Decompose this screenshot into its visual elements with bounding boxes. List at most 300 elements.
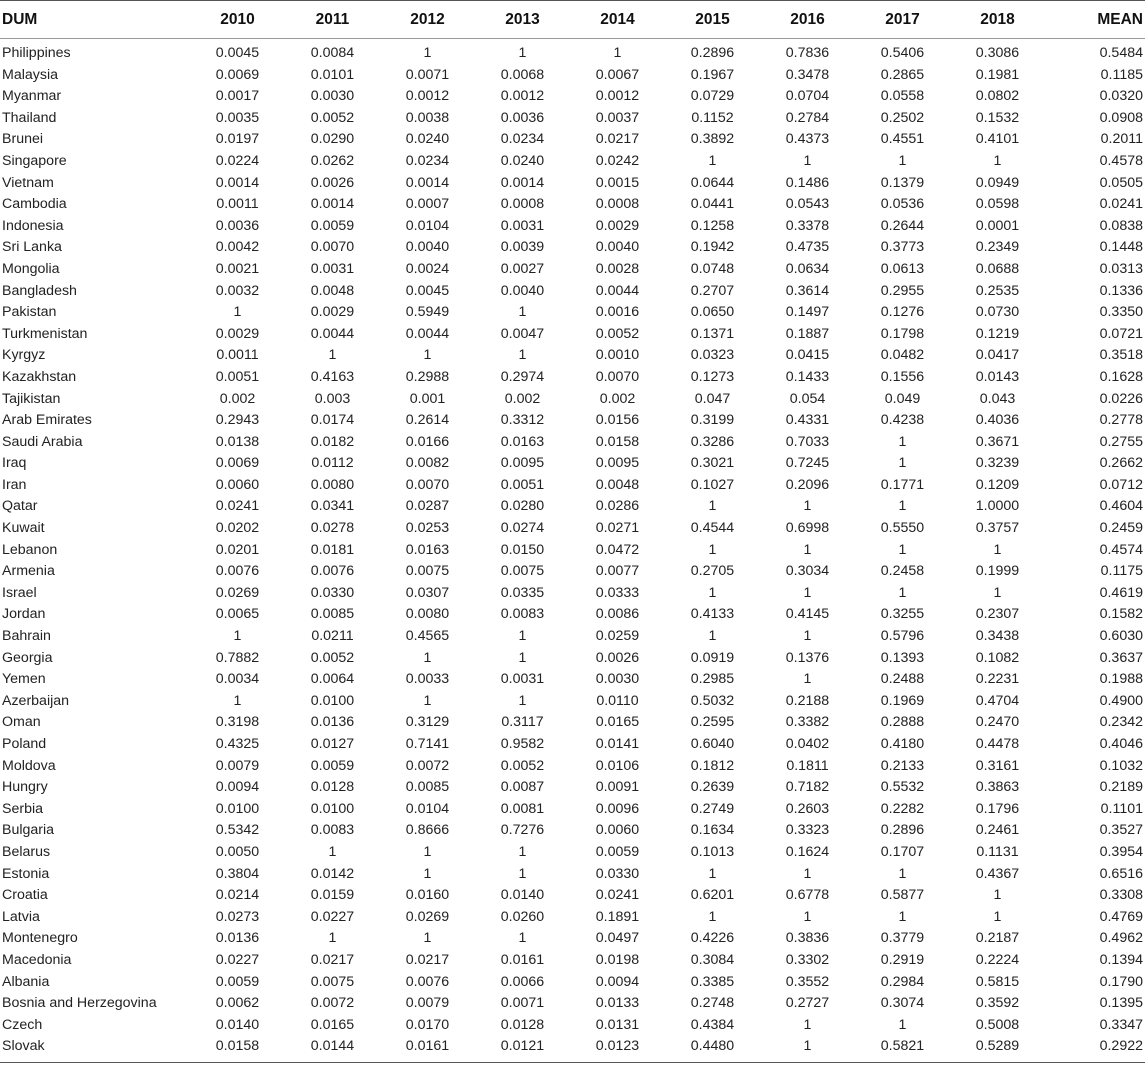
mean-cell: 0.2922 <box>1045 1036 1145 1062</box>
value-cell: 0.0024 <box>405 260 450 277</box>
value-cell: 0.0307 <box>405 584 450 601</box>
value-cell: 0.2896 <box>880 822 925 839</box>
value-cell: 0.0262 <box>310 152 355 169</box>
value-cell: 0.4735 <box>785 239 830 256</box>
value-cell: 1 <box>328 930 337 947</box>
value-cell: 0.0104 <box>405 217 450 234</box>
value-cell: 0.0070 <box>310 239 355 256</box>
country-cell: Arab Emirates <box>2 412 92 429</box>
value-cell: 1 <box>518 865 527 882</box>
value-cell: 0.5949 <box>405 304 450 321</box>
country-cell: Vietnam <box>2 174 54 191</box>
value-cell: 0.0051 <box>500 476 545 493</box>
country-cell: Slovak <box>0 1036 190 1062</box>
table-row <box>0 950 1145 972</box>
value-cell: 0.3302 <box>785 951 830 968</box>
value-cell: 0.7033 <box>785 433 830 450</box>
value-cell: 0.0066 <box>500 973 545 990</box>
value-cell: 0.0060 <box>215 476 260 493</box>
value-cell: 0.0240 <box>405 131 450 148</box>
country-cell: Bahrain <box>2 628 51 645</box>
table-row <box>0 39 1145 65</box>
value-cell: 0.0182 <box>310 433 355 450</box>
value-cell: 0.0217 <box>405 951 450 968</box>
value-cell: 0.0198 <box>595 951 640 968</box>
value-cell: 1 <box>518 843 527 860</box>
value-cell: 0.0161 <box>380 1036 475 1062</box>
value-cell: 0.0052 <box>595 325 640 342</box>
value-cell: 1 <box>233 692 242 709</box>
value-cell: 0.0110 <box>596 692 639 709</box>
value-cell: 0.0150 <box>500 541 545 558</box>
value-cell: 0.0040 <box>405 239 450 256</box>
value-cell: 0.3084 <box>690 951 735 968</box>
table-row <box>0 1036 1145 1062</box>
value-cell: 0.4180 <box>880 736 925 752</box>
value-cell: 0.0075 <box>500 563 545 580</box>
value-cell: 0.0242 <box>595 152 640 169</box>
country-cell: Jordan <box>2 606 46 623</box>
table-row <box>0 756 1145 778</box>
value-cell: 0.0050 <box>215 843 260 860</box>
value-cell: 0.0919 <box>690 649 735 666</box>
table-row <box>0 604 1145 626</box>
value-cell: 0.0170 <box>405 1016 450 1033</box>
value-cell: 0.5550 <box>880 520 925 537</box>
value-cell: 0.0613 <box>880 260 925 277</box>
value-cell: 0.4331 <box>785 412 830 429</box>
value-cell: 0.043 <box>979 390 1016 407</box>
country-cell: Czech <box>2 1016 43 1033</box>
value-cell: 0.0087 <box>500 779 545 796</box>
value-cell: 0.0075 <box>405 563 450 580</box>
value-cell: 1 <box>708 628 717 645</box>
value-cell: 1 <box>423 692 432 709</box>
value-cell: 0.1219 <box>975 325 1020 342</box>
value-cell: 0.4384 <box>690 1016 735 1033</box>
value-cell: 0.0065 <box>215 606 260 623</box>
mean-cell: 0.4900 <box>1099 692 1143 709</box>
value-cell: 0.0273 <box>215 908 260 925</box>
value-cell: 0.3773 <box>880 239 925 256</box>
table-row <box>0 820 1145 842</box>
table-row <box>0 194 1145 216</box>
value-cell: 0.0036 <box>215 217 260 234</box>
value-cell: 0.4036 <box>975 412 1020 429</box>
header-year: 2017 <box>855 1 950 39</box>
value-cell: 0.0100 <box>310 692 355 709</box>
table-row <box>0 432 1145 454</box>
value-cell: 0.2727 <box>785 995 830 1012</box>
value-cell: 0.0127 <box>310 736 355 752</box>
value-cell: 0.0141 <box>595 736 640 752</box>
value-cell: 1 <box>993 908 1002 925</box>
value-cell: 1 <box>803 541 812 558</box>
value-cell: 1 <box>233 628 242 645</box>
value-cell: 0.3378 <box>785 217 830 234</box>
country-cell: Armenia <box>2 563 55 580</box>
mean-cell: 0.0226 <box>1099 390 1143 407</box>
value-cell: 0.3438 <box>975 628 1020 645</box>
value-cell: 0.0286 <box>595 498 640 515</box>
value-cell: 0.5289 <box>950 1036 1045 1062</box>
value-cell: 0.0729 <box>690 88 735 105</box>
value-cell: 0.2535 <box>975 282 1020 299</box>
country-cell: Brunei <box>2 131 44 148</box>
table-row <box>0 540 1145 562</box>
country-cell: Bangladesh <box>2 282 77 299</box>
value-cell: 0.0082 <box>405 455 450 472</box>
header-row <box>0 1 1145 39</box>
value-cell: 0.1082 <box>975 649 1020 666</box>
value-cell: 0.3757 <box>975 520 1020 537</box>
mean-cell: 0.1185 <box>1100 66 1143 83</box>
value-cell: 1 <box>708 152 717 169</box>
value-cell: 1 <box>328 843 337 860</box>
value-cell: 1 <box>898 541 907 558</box>
value-cell: 0.0012 <box>405 88 450 105</box>
country-cell: Georgia <box>2 649 53 666</box>
value-cell: 0.0014 <box>215 174 260 191</box>
value-cell: 0.0112 <box>311 455 354 472</box>
value-cell: 0.0123 <box>570 1036 665 1062</box>
country-cell: Pakistan <box>2 304 57 321</box>
value-cell: 1 <box>708 865 717 882</box>
value-cell: 1 <box>898 152 907 169</box>
table-row <box>0 237 1145 259</box>
table-row <box>0 777 1145 799</box>
value-cell: 0.0059 <box>310 217 355 234</box>
header-year: 2015 <box>665 1 760 39</box>
value-cell: 0.2349 <box>975 239 1020 256</box>
value-cell: 0.0128 <box>310 779 355 796</box>
value-cell: 0.0730 <box>975 304 1020 321</box>
value-cell: 0.3034 <box>785 563 830 580</box>
country-cell: Bulgaria <box>2 822 55 839</box>
value-cell: 0.2282 <box>880 800 925 817</box>
value-cell: 0.4478 <box>975 736 1020 752</box>
value-cell: 0.0014 <box>310 196 355 213</box>
table-row <box>0 86 1145 108</box>
value-cell: 0.1891 <box>595 908 640 925</box>
value-cell: 0.0029 <box>310 304 355 321</box>
value-cell: 1 <box>423 843 432 860</box>
value-cell: 0.0269 <box>405 908 450 925</box>
value-cell: 0.0330 <box>595 865 640 882</box>
value-cell: 1 <box>803 152 812 169</box>
value-cell: 0.0080 <box>310 476 355 493</box>
value-cell: 0.2458 <box>880 563 925 580</box>
value-cell: 0.1981 <box>975 66 1020 83</box>
country-cell: Estonia <box>2 865 50 882</box>
value-cell: 0.3117 <box>501 714 544 731</box>
value-cell: 0.6040 <box>690 736 735 752</box>
value-cell: 0.0070 <box>405 476 450 493</box>
value-cell: 0.0240 <box>500 152 545 169</box>
value-cell: 0.0688 <box>975 260 1020 277</box>
value-cell: 0.0234 <box>500 131 545 148</box>
value-cell: 0.0174 <box>310 412 355 429</box>
table-row <box>0 712 1145 734</box>
value-cell: 0.0143 <box>975 368 1020 385</box>
value-cell: 0.4163 <box>310 368 355 385</box>
country-cell: Oman <box>2 714 41 731</box>
value-cell: 0.0012 <box>595 88 640 105</box>
value-cell: 0.0052 <box>310 109 355 126</box>
value-cell: 0.2603 <box>785 800 830 817</box>
mean-cell: 0.3347 <box>1099 1016 1143 1033</box>
value-cell: 0.0032 <box>215 282 260 299</box>
country-cell: Indonesia <box>2 217 64 234</box>
value-cell: 1 <box>423 45 432 61</box>
mean-cell: 0.1175 <box>1100 563 1143 580</box>
value-cell: 0.2133 <box>880 757 925 774</box>
mean-cell: 0.1394 <box>1099 951 1143 968</box>
value-cell: 1 <box>803 908 812 925</box>
value-cell: 0.0201 <box>215 541 260 558</box>
value-cell: 0.0014 <box>405 174 450 191</box>
value-cell: 0.0071 <box>500 995 545 1012</box>
value-cell: 0.2307 <box>975 606 1020 623</box>
value-cell: 0.3592 <box>975 995 1020 1012</box>
mean-cell: 0.0721 <box>1099 325 1143 342</box>
value-cell: 0.003 <box>314 390 351 407</box>
value-cell: 0.5796 <box>880 628 925 645</box>
value-cell: 1 <box>708 498 717 515</box>
value-cell: 0.2955 <box>880 282 925 299</box>
header-mean: MEAN <box>1045 1 1145 39</box>
country-cell: Azerbaijan <box>2 692 70 709</box>
mean-cell: 0.4604 <box>1099 498 1143 515</box>
country-cell: Kazakhstan <box>2 368 77 385</box>
value-cell: 0.3161 <box>975 757 1020 774</box>
value-cell: 0.0402 <box>785 736 830 752</box>
value-cell: 1 <box>423 930 432 947</box>
value-cell: 0.002 <box>504 390 541 407</box>
value-cell: 0.0083 <box>500 606 545 623</box>
value-cell: 0.1486 <box>785 174 830 191</box>
value-cell: 0.0644 <box>690 174 735 191</box>
value-cell: 0.0040 <box>595 239 640 256</box>
value-cell: 0.1811 <box>786 757 829 774</box>
table-row <box>0 842 1145 864</box>
mean-cell: 0.0320 <box>1099 88 1143 105</box>
value-cell: 0.0091 <box>595 779 640 796</box>
value-cell: 0.4373 <box>785 131 830 148</box>
mean-cell: 0.1101 <box>1100 800 1143 817</box>
value-cell: 0.0140 <box>500 887 545 904</box>
value-cell: 0.5877 <box>880 887 925 904</box>
value-cell: 0.0031 <box>310 260 355 277</box>
table-row <box>0 993 1145 1015</box>
value-cell: 1 <box>993 152 1002 169</box>
value-cell: 0.0104 <box>405 800 450 817</box>
mean-cell: 0.1988 <box>1099 671 1143 688</box>
value-cell: 1 <box>423 649 432 666</box>
value-cell: 0.3804 <box>215 865 260 882</box>
value-cell: 0.0161 <box>500 951 545 968</box>
mean-cell: 0.2755 <box>1099 433 1143 450</box>
value-cell: 0.0650 <box>690 304 735 321</box>
value-cell: 0.0949 <box>975 174 1020 191</box>
value-cell: 0.0007 <box>405 196 450 213</box>
mean-cell: 0.1448 <box>1099 239 1143 256</box>
value-cell: 1 <box>708 908 717 925</box>
header-year: 2016 <box>760 1 855 39</box>
country-cell: Mongolia <box>2 260 60 277</box>
value-cell: 0.2943 <box>215 412 260 429</box>
value-cell: 0.049 <box>884 390 921 407</box>
value-cell: 0.1379 <box>880 174 925 191</box>
value-cell: 0.3312 <box>500 412 545 429</box>
table-row <box>0 583 1145 605</box>
mean-cell: 0.1790 <box>1099 973 1143 990</box>
country-cell: Iraq <box>2 455 27 472</box>
value-cell: 0.2470 <box>975 714 1020 731</box>
value-cell: 1 <box>898 498 907 515</box>
table-row <box>0 561 1145 583</box>
value-cell: 0.0081 <box>500 800 545 817</box>
value-cell: 0.0497 <box>595 930 640 947</box>
country-cell: Serbia <box>2 800 44 817</box>
country-cell: Cambodia <box>2 196 67 213</box>
table-row <box>0 345 1145 367</box>
value-cell: 0.0094 <box>215 779 260 796</box>
value-cell: 0.0010 <box>595 347 640 364</box>
value-cell: 0.4226 <box>690 930 735 947</box>
value-cell: 0.3892 <box>690 131 735 148</box>
table-row <box>0 453 1145 475</box>
value-cell: 0.0040 <box>500 282 545 299</box>
table-row <box>0 734 1145 756</box>
value-cell: 0.1707 <box>880 843 925 860</box>
value-cell: 0.0076 <box>215 563 260 580</box>
table-row <box>0 367 1145 389</box>
mean-cell: 0.0838 <box>1099 217 1143 234</box>
country-cell: Turkmenistan <box>2 325 88 342</box>
value-cell: 0.0067 <box>595 66 640 83</box>
value-cell: 0.0278 <box>310 520 355 537</box>
value-cell: 0.7141 <box>405 736 450 752</box>
value-cell: 1 <box>993 584 1002 601</box>
table-row <box>0 173 1145 195</box>
value-cell: 0.2096 <box>785 476 830 493</box>
value-cell: 0.2974 <box>500 368 545 385</box>
value-cell: 0.1258 <box>690 217 735 234</box>
value-cell: 0.047 <box>694 390 731 407</box>
value-cell: 0.0280 <box>500 498 545 515</box>
value-cell: 0.0100 <box>310 800 355 817</box>
value-cell: 0.0038 <box>405 109 450 126</box>
value-cell: 0.2595 <box>690 714 735 731</box>
mean-cell: 0.2459 <box>1099 520 1143 537</box>
value-cell: 0.0227 <box>310 908 355 925</box>
country-cell: Qatar <box>2 498 38 515</box>
mean-cell: 0.0313 <box>1099 260 1143 277</box>
value-cell: 0.0417 <box>975 347 1020 364</box>
value-cell: 0.3779 <box>880 930 925 947</box>
value-cell: 1 <box>233 304 242 321</box>
value-cell: 0.1812 <box>690 757 735 774</box>
value-cell: 0.1532 <box>975 109 1020 126</box>
value-cell: 1 <box>518 692 527 709</box>
value-cell: 0.0016 <box>595 304 640 321</box>
table-row <box>0 518 1145 540</box>
value-cell: 0.8666 <box>405 822 450 839</box>
header-country: DUM <box>0 1 190 39</box>
value-cell: 0.1624 <box>785 843 830 860</box>
value-cell: 0.0026 <box>595 649 640 666</box>
value-cell: 1 <box>760 1036 855 1062</box>
value-cell: 0.0181 <box>310 541 355 558</box>
value-cell: 0.1027 <box>690 476 735 493</box>
value-cell: 0.0051 <box>215 368 260 385</box>
value-cell: 0.1276 <box>880 304 925 321</box>
value-cell: 0.0070 <box>595 368 640 385</box>
value-cell: 0.7276 <box>500 822 545 839</box>
value-cell: 0.0044 <box>405 325 450 342</box>
value-cell: 0.4480 <box>665 1036 760 1062</box>
value-cell: 0.7245 <box>785 455 830 472</box>
value-cell: 0.2502 <box>880 109 925 126</box>
value-cell: 0.0106 <box>595 757 640 774</box>
value-cell: 0.0045 <box>215 45 260 61</box>
table-row <box>0 907 1145 929</box>
value-cell: 1 <box>898 455 907 472</box>
value-cell: 0.1152 <box>691 109 734 126</box>
mean-cell: 0.1628 <box>1099 368 1143 385</box>
table-row <box>0 302 1145 324</box>
value-cell: 0.4238 <box>880 412 925 429</box>
value-cell: 0.5821 <box>855 1036 950 1062</box>
value-cell: 1 <box>993 887 1002 904</box>
value-cell: 0.0259 <box>595 628 640 645</box>
value-cell: 0.0083 <box>310 822 355 839</box>
mean-cell: 0.3637 <box>1099 649 1143 666</box>
value-cell: 0.0017 <box>215 88 260 105</box>
country-cell: Moldova <box>2 757 56 774</box>
value-cell: 0.1497 <box>785 304 830 321</box>
value-cell: 0.1942 <box>690 239 735 256</box>
value-cell: 0.1967 <box>690 66 735 83</box>
value-cell: 0.1013 <box>690 843 735 860</box>
value-cell: 0.3021 <box>690 455 735 472</box>
value-cell: 0.0217 <box>595 131 640 148</box>
mean-cell: 0.3527 <box>1099 822 1143 839</box>
value-cell: 0.6778 <box>785 887 830 904</box>
value-cell: 0.0415 <box>785 347 830 364</box>
value-cell: 0.1371 <box>690 325 735 342</box>
value-cell: 1 <box>423 347 432 364</box>
value-cell: 0.0014 <box>500 174 545 191</box>
value-cell: 0.2865 <box>880 66 925 83</box>
table-row <box>0 1015 1145 1037</box>
value-cell: 0.3382 <box>785 714 830 731</box>
country-cell: Kyrgyz <box>2 347 46 364</box>
value-cell: 0.7182 <box>785 779 830 796</box>
value-cell: 0.0158 <box>190 1036 285 1062</box>
mean-cell: 0.4769 <box>1099 908 1143 925</box>
value-cell: 0.0217 <box>310 951 355 968</box>
table-row <box>0 496 1145 518</box>
value-cell: 0.0160 <box>405 887 450 904</box>
value-cell: 0.0060 <box>595 822 640 839</box>
table-row <box>0 216 1145 238</box>
value-cell: 0.0076 <box>310 563 355 580</box>
value-cell: 0.0138 <box>215 433 260 450</box>
value-cell: 0.0069 <box>215 455 260 472</box>
value-cell: 0.2748 <box>690 995 735 1012</box>
